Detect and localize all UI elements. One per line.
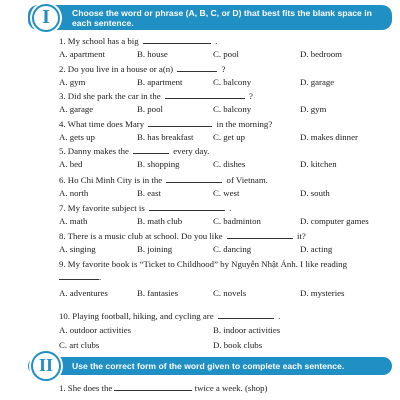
- question-text-end: every day.: [173, 146, 210, 156]
- answer-blank[interactable]: [133, 146, 169, 154]
- question-text-end: ?: [249, 91, 253, 101]
- answer-blank[interactable]: [143, 36, 211, 44]
- question-text-end: of Vietnam.: [226, 175, 268, 185]
- question-5-option-d[interactable]: D. kitchen: [300, 159, 337, 169]
- question-1-option-d[interactable]: D. bedroom: [300, 49, 343, 59]
- section-2-banner: [28, 357, 392, 375]
- question-text: 8. There is a music club at school. Do you like: [59, 231, 223, 241]
- question-7: [59, 203, 394, 214]
- question-text: 5. Danny makes the: [59, 146, 129, 156]
- question-9: 9. My favorite book is “Ticket to Childhood” by Nguyễn Nhật Ánh. I like reading: [59, 259, 347, 269]
- question-3-option-d[interactable]: D. gym: [300, 104, 327, 114]
- question-6-option-a[interactable]: A. north: [59, 188, 89, 198]
- section-1-instruction: Choose the word or phrase (A, B, C, or D) that best fits the blank space in each sentence.: [72, 8, 372, 28]
- question-2-option-a[interactable]: A. gym: [59, 77, 86, 87]
- question-5-option-b[interactable]: B. shopping: [137, 159, 180, 169]
- question-text: 6. Ho Chi Minh City is in the: [59, 175, 163, 185]
- question-10-option-d[interactable]: D. book clubs: [213, 340, 263, 350]
- answer-blank[interactable]: [218, 311, 274, 319]
- question-10-option-a[interactable]: A. outdoor activities: [59, 325, 132, 335]
- answer-blank[interactable]: [114, 383, 192, 391]
- question-10-option-b[interactable]: B. indoor activities: [213, 325, 281, 335]
- question-9-option-a[interactable]: A. adventures: [59, 288, 108, 298]
- question-2-option-c[interactable]: C. balcony: [213, 77, 252, 87]
- answer-blank[interactable]: [149, 203, 225, 211]
- question-text-end: .: [229, 203, 232, 213]
- question-2-option-d[interactable]: D. garage: [300, 77, 335, 87]
- answer-blank[interactable]: [227, 231, 293, 239]
- section-1-banner: [28, 5, 392, 30]
- section-2-question-1: [59, 383, 394, 394]
- question-4: [59, 119, 394, 130]
- question-4-option-b[interactable]: B. has breakfast: [137, 132, 194, 142]
- question-1-option-b[interactable]: B. house: [137, 49, 168, 59]
- section-2-badge: [28, 357, 64, 375]
- question-text: 3. Did she park the car in the: [59, 91, 161, 101]
- question-1-option-c[interactable]: C. pool: [213, 49, 239, 59]
- question-6-option-d[interactable]: D. south: [300, 188, 330, 198]
- question-text-end: .: [278, 311, 281, 321]
- question-text-end: ?: [221, 64, 226, 74]
- question-7-option-b[interactable]: B. math club: [137, 216, 183, 226]
- section-2-instruction: Use the correct form of the word given to complete each sentence.: [72, 361, 345, 371]
- question-text-end: .: [99, 272, 102, 282]
- question-2: [59, 64, 394, 75]
- question-4-option-a[interactable]: A. gets up: [59, 132, 95, 142]
- question-text: 7. My favorite subject is: [59, 203, 145, 213]
- question-10: [59, 311, 394, 322]
- question-text-end: it?: [296, 231, 306, 241]
- question-5-option-a[interactable]: A. bed: [59, 159, 83, 169]
- question-text-end: in the morning?: [216, 119, 273, 129]
- question-6-option-b[interactable]: B. east: [137, 188, 161, 198]
- question-9-continued: [59, 272, 394, 283]
- question-text: 4. What time does Mary: [59, 119, 145, 129]
- question-text: 10. Playing football, hiking, and cycling are: [59, 311, 214, 321]
- question-3: [59, 91, 394, 102]
- question-2-option-b[interactable]: B. apartment: [137, 77, 183, 87]
- question-8-option-c[interactable]: C. dancing: [213, 244, 252, 254]
- question-8-option-d[interactable]: D. acting: [300, 244, 333, 254]
- question-4-option-d[interactable]: D. makes dinner: [300, 132, 358, 142]
- question-4-option-c[interactable]: C. get up: [213, 132, 246, 142]
- question-8-option-a[interactable]: A. singing: [59, 244, 96, 254]
- question-6: [59, 175, 394, 186]
- section-1-numeral: I: [32, 4, 60, 32]
- answer-blank[interactable]: [177, 64, 217, 72]
- question-text-end: .: [215, 36, 218, 46]
- section-1-badge: [28, 5, 64, 30]
- question-1: [59, 36, 394, 47]
- question-9-option-b[interactable]: B. fantasies: [137, 288, 179, 298]
- question-text-end: twice a week. (shop): [194, 383, 268, 393]
- question-text: 1. My school has a big: [59, 36, 139, 46]
- question-text: 2. Do you live in a house or a(n): [59, 64, 174, 74]
- question-6-option-c[interactable]: C. west: [213, 188, 240, 198]
- question-9-option-d[interactable]: D. mysteries: [300, 288, 345, 298]
- question-1-option-a[interactable]: A. apartment: [59, 49, 105, 59]
- question-5: [59, 146, 394, 157]
- question-10-option-c[interactable]: C. art clubs: [59, 340, 100, 350]
- question-3-option-a[interactable]: A. garage: [59, 104, 94, 114]
- question-3-option-b[interactable]: B. pool: [137, 104, 163, 114]
- question-7-option-a[interactable]: A. math: [59, 216, 88, 226]
- answer-blank[interactable]: [59, 272, 102, 282]
- answer-blank[interactable]: [165, 91, 245, 99]
- answer-blank[interactable]: [148, 119, 212, 127]
- section-2-numeral: II: [31, 351, 61, 381]
- question-text: 1. She does the: [59, 383, 113, 393]
- question-5-option-c[interactable]: C. dishes: [213, 159, 246, 169]
- question-8: [59, 231, 394, 242]
- question-9-option-c[interactable]: C. novels: [213, 288, 247, 298]
- answer-blank[interactable]: [166, 175, 222, 183]
- question-7-option-d[interactable]: D. computer games: [300, 216, 369, 226]
- question-7-option-c[interactable]: C. badminton: [213, 216, 261, 226]
- question-3-option-c[interactable]: C. balcony: [213, 104, 252, 114]
- question-8-option-b[interactable]: B. joining: [137, 244, 173, 254]
